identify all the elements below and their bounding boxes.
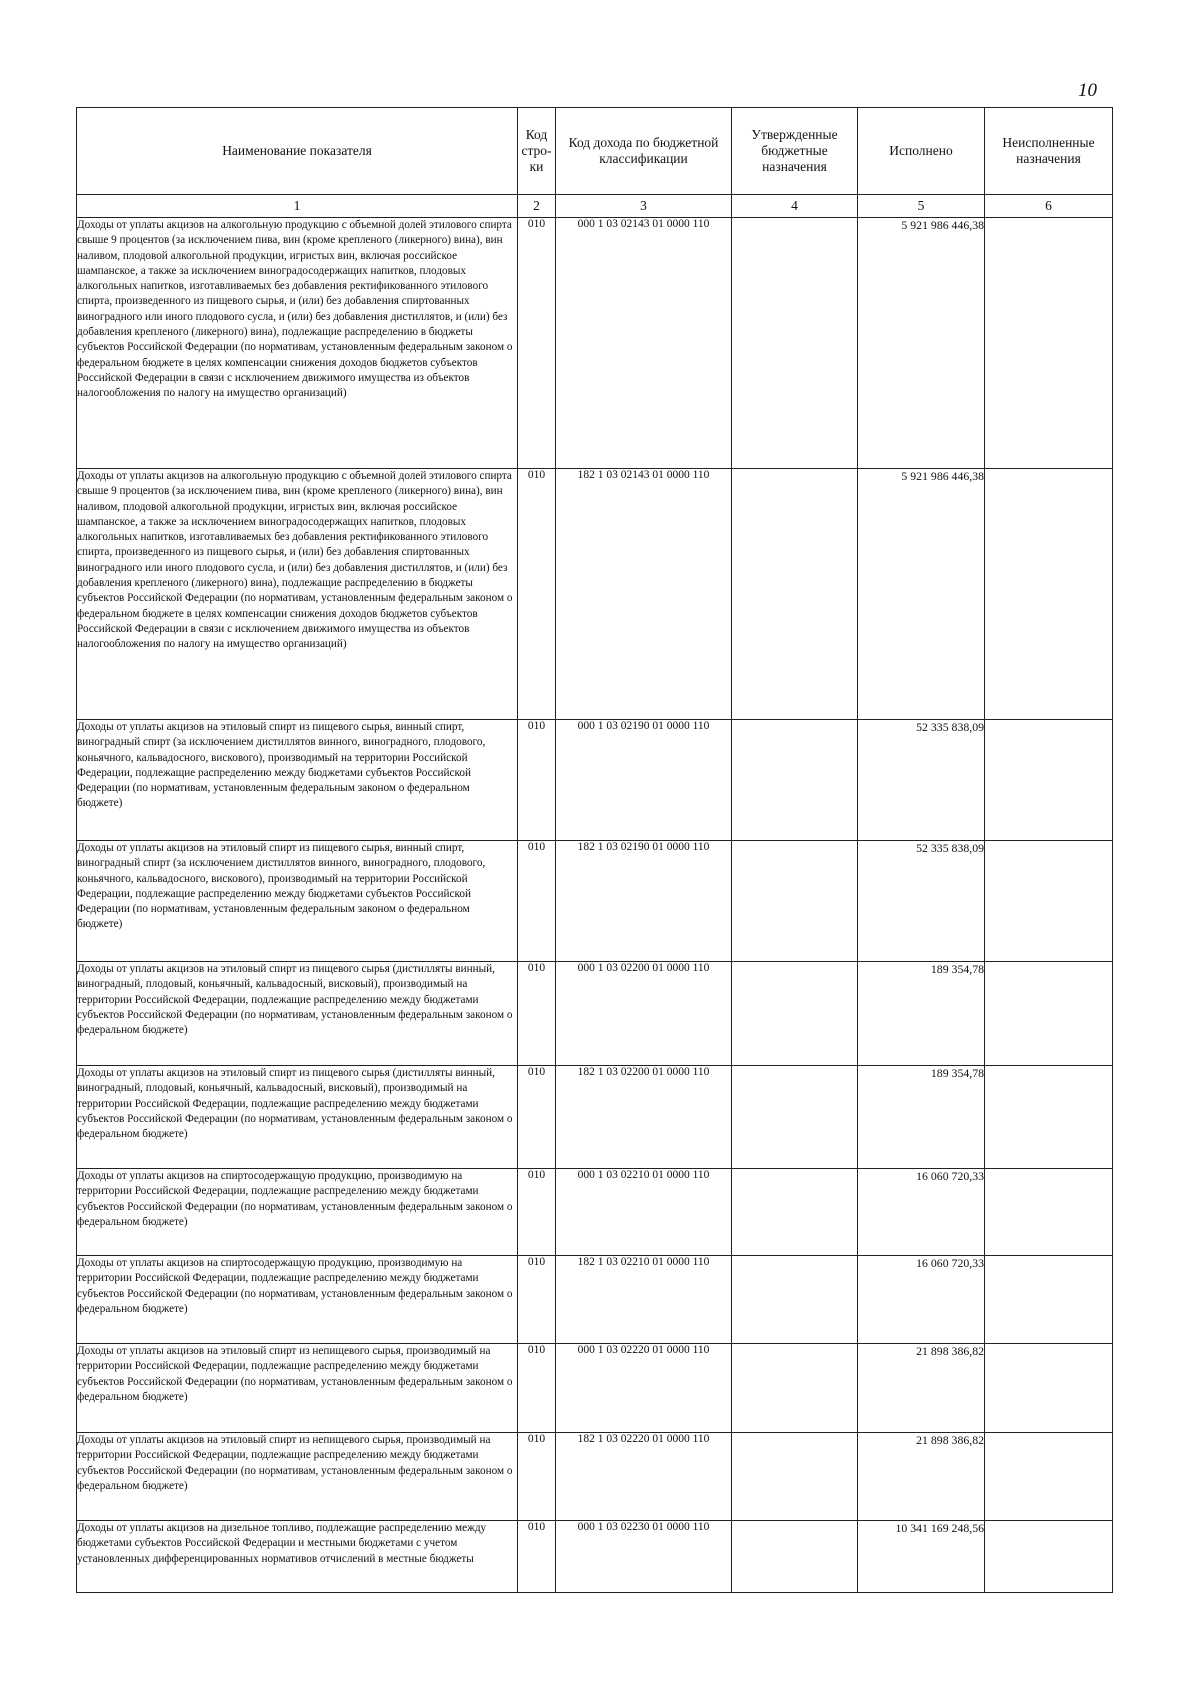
line-code-cell: 010 [518,720,556,841]
indicator-name-cell: Доходы от уплаты акцизов на этиловый спирт из непищевого сырья, производимый на территории Российской Федерации, подлежащие распределению между бюджетами субъектов Российской Федерации (по нормативам, установленным федеральным законом о федеральном бюджете) [77,1344,518,1433]
executed-cell: 189 354,78 [858,1066,985,1169]
classification-cell: 182 1 03 02143 01 0000 110 [556,469,732,720]
indicator-name-cell: Доходы от уплаты акцизов на этиловый спирт из пищевого сырья, винный спирт, виноградный спирт (за исключением дистиллятов винного, виноградного, плодового, коньячного, кальвадосного, вискового), производимый на территории Российской Федерации, подлежащие распределению между бюджетами субъектов Российской Федерации (по нормативам, установленным федеральным законом о федеральном бюджете) [77,720,518,841]
approved-cell [732,1344,858,1433]
approved-cell [732,469,858,720]
unexecuted-cell [985,962,1113,1066]
indicator-name-cell: Доходы от уплаты акцизов на спиртосодержащую продукцию, производимую на территории Российской Федерации, подлежащие распределению между бюджетами субъектов Российской Федерации (по нормативам, установленным федеральным законом о федеральном бюджете) [77,1169,518,1256]
classification-cell: 000 1 03 02200 01 0000 110 [556,962,732,1066]
indicator-name-cell: Доходы от уплаты акцизов на спиртосодержащую продукцию, производимую на территории Российской Федерации, подлежащие распределению между бюджетами субъектов Российской Федерации (по нормативам, установленным федеральным законом о федеральном бюджете) [77,1256,518,1344]
indicator-name-cell: Доходы от уплаты акцизов на этиловый спирт из непищевого сырья, производимый на территории Российской Федерации, подлежащие распределению между бюджетами субъектов Российской Федерации (по нормативам, установленным федеральным законом о федеральном бюджете) [77,1433,518,1521]
unexecuted-cell [985,1344,1113,1433]
table-row [77,1169,1113,1256]
header-executed: Исполнено [858,108,985,195]
indicator-name-cell: Доходы от уплаты акцизов на алкогольную продукцию с объемной долей этилового спирта свыше 9 процентов (за исключением пива, вин (кроме крепленого (ликерного) вина), вин наливом, плодовой алкогольной продукции, игристых вин, включая российское шампанское, а также за исключением виноградосодержащих напитков, плодовых алкогольных напитков, изготавливаемых без добавления ректификованного этилового спирта, произведенного из пищевого сырья, и (или) без добавления спиртованных виноградного или иного плодового сусла, и (или) без добавления дистиллятов, и (или) без добавления крепленого (ликерного) вина), подлежащие распределению в бюджеты субъектов Российской Федерации (по нормативам, установленным федеральным законом о федеральном бюджете в целях компенсации снижения доходов бюджетов субъектов Российской Федерации в связи с исключением движимого имущества из объектов налогообложения по налогу на имущество организаций) [77,469,518,720]
column-number: 3 [556,195,732,218]
approved-cell [732,720,858,841]
approved-cell [732,1256,858,1344]
unexecuted-cell [985,720,1113,841]
executed-cell: 16 060 720,33 [858,1169,985,1256]
approved-cell [732,841,858,962]
indicator-name-cell: Доходы от уплаты акцизов на этиловый спирт из пищевого сырья (дистилляты винный, виноградный, плодовый, коньячный, кальвадосный, висковый), производимый на территории Российской Федерации, подлежащие распределению между бюджетами субъектов Российской Федерации (по нормативам, установленным федеральным законом о федеральном бюджете) [77,1066,518,1169]
indicator-name-cell: Доходы от уплаты акцизов на дизельное топливо, подлежащие распределению между бюджетами субъектов Российской Федерации и местными бюджетами с учетом установленных дифференцированных нормативов отчислений в местные бюджеты [77,1521,518,1593]
table-row [77,1066,1113,1169]
unexecuted-cell [985,218,1113,469]
line-code-cell: 010 [518,1521,556,1593]
line-code-cell: 010 [518,1066,556,1169]
classification-cell: 000 1 03 02210 01 0000 110 [556,1169,732,1256]
unexecuted-cell [985,1256,1113,1344]
header-indicator-name: Наименование показателя [77,108,518,195]
executed-cell: 52 335 838,09 [858,720,985,841]
table-row [77,469,1113,720]
header-line-code: Код стро-ки [518,108,556,195]
classification-cell: 182 1 03 02210 01 0000 110 [556,1256,732,1344]
approved-cell [732,1433,858,1521]
classification-cell: 182 1 03 02200 01 0000 110 [556,1066,732,1169]
column-number-row [77,195,1113,218]
approved-cell [732,218,858,469]
table-row [77,962,1113,1066]
line-code-cell: 010 [518,1169,556,1256]
classification-cell: 182 1 03 02190 01 0000 110 [556,841,732,962]
line-code-cell: 010 [518,1433,556,1521]
line-code-cell: 010 [518,218,556,469]
table-row [77,1433,1113,1521]
line-code-cell: 010 [518,1344,556,1433]
executed-cell: 10 341 169 248,56 [858,1521,985,1593]
executed-cell: 21 898 386,82 [858,1433,985,1521]
executed-cell: 5 921 986 446,38 [858,218,985,469]
approved-cell [732,1066,858,1169]
unexecuted-cell [985,1433,1113,1521]
executed-cell: 21 898 386,82 [858,1344,985,1433]
approved-cell [732,1521,858,1593]
unexecuted-cell [985,1169,1113,1256]
executed-cell: 16 060 720,33 [858,1256,985,1344]
column-number: 4 [732,195,858,218]
line-code-cell: 010 [518,962,556,1066]
column-number: 5 [858,195,985,218]
approved-cell [732,962,858,1066]
page-number: 10 [1078,80,1097,101]
executed-cell: 189 354,78 [858,962,985,1066]
header-classification-code: Код дохода по бюджетной классификации [556,108,732,195]
unexecuted-cell [985,841,1113,962]
classification-cell: 000 1 03 02143 01 0000 110 [556,218,732,469]
classification-cell: 000 1 03 02230 01 0000 110 [556,1521,732,1593]
executed-cell: 5 921 986 446,38 [858,469,985,720]
header-approved: Утвержденные бюджетные назначения [732,108,858,195]
classification-cell: 000 1 03 02220 01 0000 110 [556,1344,732,1433]
table-row [77,218,1113,469]
classification-cell: 000 1 03 02190 01 0000 110 [556,720,732,841]
table-row [77,1344,1113,1433]
revenue-execution-table [76,107,1113,1593]
column-number: 2 [518,195,556,218]
indicator-name-cell: Доходы от уплаты акцизов на этиловый спирт из пищевого сырья (дистилляты винный, виноградный, плодовый, коньячный, кальвадосный, висковый), производимый на территории Российской Федерации, подлежащие распределению между бюджетами субъектов Российской Федерации (по нормативам, установленным федеральным законом о федеральном бюджете) [77,962,518,1066]
line-code-cell: 010 [518,1256,556,1344]
column-number: 6 [985,195,1113,218]
line-code-cell: 010 [518,841,556,962]
header-unexecuted: Неисполненные назначения [985,108,1113,195]
table-row [77,1521,1113,1593]
classification-cell: 182 1 03 02220 01 0000 110 [556,1433,732,1521]
table-row [77,720,1113,841]
unexecuted-cell [985,1521,1113,1593]
line-code-cell: 010 [518,469,556,720]
indicator-name-cell: Доходы от уплаты акцизов на алкогольную продукцию с объемной долей этилового спирта свыше 9 процентов (за исключением пива, вин (кроме крепленого (ликерного) вина), вин наливом, плодовой алкогольной продукции, игристых вин, включая российское шампанское, а также за исключением виноградосодержащих напитков, плодовых алкогольных напитков, изготавливаемых без добавления ректификованного этилового спирта, произведенного из пищевого сырья, и (или) без добавления спиртованных виноградного или иного плодового сусла, и (или) без добавления дистиллятов, и (или) без добавления крепленого (ликерного) вина), подлежащие распределению в бюджеты субъектов Российской Федерации (по нормативам, установленным федеральным законом о федеральном бюджете в целях компенсации снижения доходов бюджетов субъектов Российской Федерации в связи с исключением движимого имущества из объектов налогообложения по налогу на имущество организаций) [77,218,518,469]
table-row [77,1256,1113,1344]
indicator-name-cell: Доходы от уплаты акцизов на этиловый спирт из пищевого сырья, винный спирт, виноградный спирт (за исключением дистиллятов винного, виноградного, плодового, коньячного, кальвадосного, вискового), производимый на территории Российской Федерации, подлежащие распределению между бюджетами субъектов Российской Федерации (по нормативам, установленным федеральным законом о федеральном бюджете) [77,841,518,962]
executed-cell: 52 335 838,09 [858,841,985,962]
table-row [77,841,1113,962]
approved-cell [732,1169,858,1256]
header-row [77,108,1113,195]
unexecuted-cell [985,1066,1113,1169]
column-number: 1 [77,195,518,218]
unexecuted-cell [985,469,1113,720]
